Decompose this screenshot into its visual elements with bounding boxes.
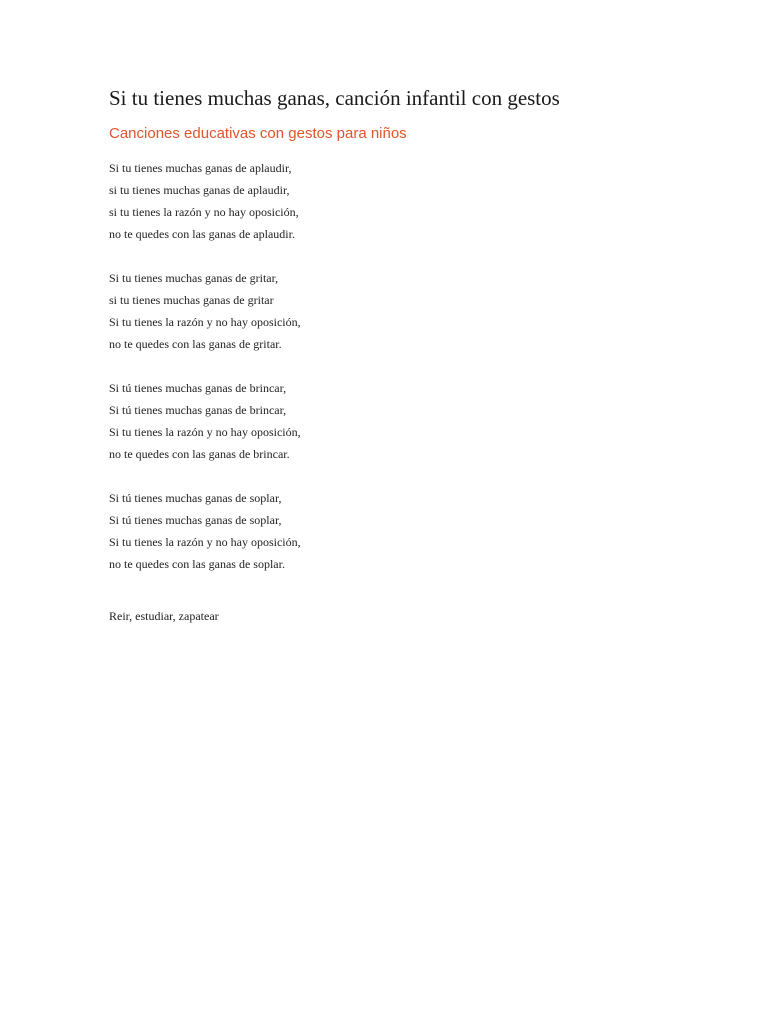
lyric-line: Si tu tienes la razón y no hay oposición, bbox=[109, 315, 301, 329]
stanza-1 bbox=[109, 157, 729, 245]
lyric-line: no te quedes con las ganas de gritar. bbox=[109, 337, 282, 351]
lyric-line: no te quedes con las ganas de soplar. bbox=[109, 557, 285, 571]
lyric-line: si tu tienes muchas ganas de gritar bbox=[109, 293, 274, 307]
stanza-2 bbox=[109, 267, 729, 355]
lyric-line: Si tú tienes muchas ganas de soplar, bbox=[109, 491, 282, 505]
document-page bbox=[109, 84, 729, 627]
lyric-line: Si tú tienes muchas ganas de brincar, bbox=[109, 381, 287, 395]
page-subtitle: Canciones educativas con gestos para niños bbox=[109, 125, 407, 142]
stanza-3 bbox=[109, 377, 729, 465]
page-title: Si tu tienes muchas ganas, canción infantil con gestos bbox=[109, 86, 560, 110]
lyric-line: si tu tienes la razón y no hay oposición, bbox=[109, 205, 299, 219]
lyric-line: Si tu tienes muchas ganas de gritar, bbox=[109, 271, 279, 285]
lyric-line: Si tu tienes la razón y no hay oposición, bbox=[109, 535, 301, 549]
lyric-line: Si tú tienes muchas ganas de soplar, bbox=[109, 513, 282, 527]
lyrics bbox=[109, 157, 729, 575]
stanza-4 bbox=[109, 487, 729, 575]
lyric-line: Si tú tienes muchas ganas de brincar, bbox=[109, 403, 287, 417]
lyric-line: Si tu tienes la razón y no hay oposición, bbox=[109, 425, 301, 439]
lyric-line: Si tu tienes muchas ganas de aplaudir, bbox=[109, 161, 292, 175]
lyric-line: si tu tienes muchas ganas de aplaudir, bbox=[109, 183, 290, 197]
lyric-line: no te quedes con las ganas de aplaudir. bbox=[109, 227, 295, 241]
lyric-line: no te quedes con las ganas de brincar. bbox=[109, 447, 290, 461]
closing-line: Reir, estudiar, zapatear bbox=[109, 609, 219, 623]
